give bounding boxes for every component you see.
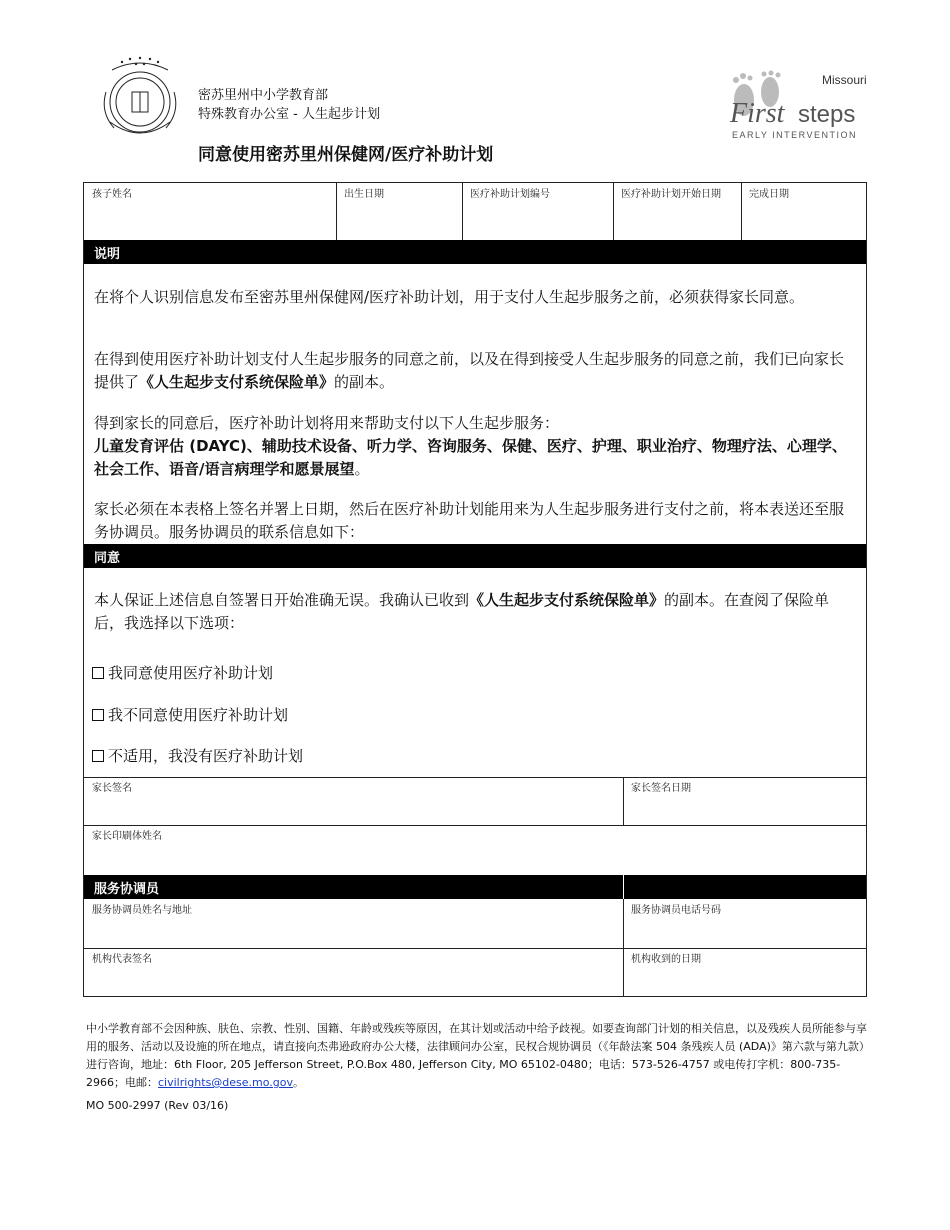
divider bbox=[741, 183, 742, 240]
consent-paragraph: 本人保证上述信息自签署日开始准确无误。我确认已收到《人生起步支付系统保险单》的副本。在查阅了保险单后，我选择以下选项： bbox=[94, 591, 830, 632]
form-title: 同意使用密苏里州保健网/医疗补助计划 bbox=[198, 145, 494, 165]
coordinator-phone-field[interactable]: 服务协调员电话号码 bbox=[631, 905, 721, 916]
checkbox-agree[interactable] bbox=[92, 667, 104, 679]
child-name-field[interactable]: 孩子姓名 bbox=[92, 189, 132, 200]
logo-steps: steps bbox=[798, 101, 856, 128]
divider bbox=[613, 183, 614, 240]
logo-missouri: Missouri bbox=[822, 73, 867, 87]
completion-date-field[interactable]: 完成日期 bbox=[749, 189, 789, 200]
coordinator-heading-right bbox=[624, 875, 866, 899]
checkbox-disagree[interactable] bbox=[92, 709, 104, 721]
logo-tagline: EARLY INTERVENTION bbox=[732, 130, 858, 140]
office-name: 特殊教育办公室 - 人生起步计划 bbox=[198, 107, 380, 122]
first-steps-logo bbox=[726, 70, 868, 144]
agency-signature-field[interactable]: 机构代表签名 bbox=[92, 954, 152, 965]
medicaid-start-date-field[interactable]: 医疗补助计划开始日期 bbox=[621, 189, 721, 200]
option-not-applicable[interactable]: 不适用，我没有医疗补助计划 bbox=[92, 745, 303, 766]
consent-heading: 同意 bbox=[84, 544, 866, 568]
instructions-paragraph-1: 在将个人识别信息发布至密苏里州保健网/医疗补助计划，用于支付人生起步服务之前，必须获得家长同意。 bbox=[94, 288, 805, 306]
instructions-paragraph-3: 得到家长的同意后，医疗补助计划将用来帮助支付以下人生起步服务： 儿童发育评估 (DAYC)、辅助技术设备、听力学、咨询服务、保健、医疗、护理、职业治疗、物理疗法、心理学、社会工作、语音/语言病理学和愿景展望。 bbox=[94, 414, 847, 478]
state-seal bbox=[92, 52, 188, 148]
coordinator-heading: 服务协调员 bbox=[84, 875, 623, 899]
option-disagree[interactable]: 我不同意使用医疗补助计划 bbox=[92, 704, 288, 725]
form-number: MO 500-2997 (Rev 03/16) bbox=[86, 1099, 229, 1112]
birth-date-field[interactable]: 出生日期 bbox=[344, 189, 384, 200]
medicaid-number-field[interactable]: 医疗补助计划编号 bbox=[470, 189, 550, 200]
nondiscrimination-notice: 中小学教育部不会因种族、肤色、宗教、性别、国籍、年龄或残疾等原因，在其计划或活动中给予歧视。如要查询部门计划的相关信息，以及残疾人员所能参与享用的服务、活动以及设施的所在地点，请直接向杰弗逊政府办公大楼，法律顾问办公室，民权合规协调员（《年龄法案 504 条残疾人员 (ADA)》第六款与第九款）进行咨询，地址：6th Floor, 205 Jefferson Street, P.O.Box 480, Jefferson City, MO 65102-0480；电话：573-526-4757 或电传打字机：800-735-2966；电邮：civilrights@dese.mo.gov。 bbox=[86, 1022, 870, 1089]
checkbox-not-applicable[interactable] bbox=[92, 750, 104, 762]
divider bbox=[336, 183, 337, 240]
parent-signature-date-field[interactable]: 家长签名日期 bbox=[631, 783, 691, 794]
instructions-paragraph-4: 家长必须在本表格上签名并署上日期，然后在医疗补助计划能用来为人生起步服务进行支付之前，将本表送还至服务协调员。服务协调员的联系信息如下： bbox=[94, 500, 845, 541]
coordinator-name-address-field[interactable]: 服务协调员姓名与地址 bbox=[92, 905, 192, 916]
parent-printed-name-field[interactable]: 家长印刷体姓名 bbox=[92, 831, 162, 842]
instructions-heading: 说明 bbox=[84, 240, 866, 264]
agency-received-date-field[interactable]: 机构收到的日期 bbox=[631, 954, 701, 965]
consent-form bbox=[83, 182, 867, 997]
logo-first: First bbox=[730, 98, 785, 129]
divider bbox=[462, 183, 463, 240]
civil-rights-email-link[interactable]: civilrights@dese.mo.gov bbox=[158, 1076, 294, 1089]
option-agree[interactable]: 我同意使用医疗补助计划 bbox=[92, 662, 273, 683]
agency-name: 密苏里州中小学教育部 bbox=[198, 88, 329, 103]
parent-signature-field[interactable]: 家长签名 bbox=[92, 783, 132, 794]
instructions-paragraph-2: 在得到使用医疗补助计划支付人生起步服务的同意之前，以及在得到接受人生起步服务的同意之前，我们已向家长提供了《人生起步支付系统保险单》的副本。 bbox=[94, 350, 845, 391]
